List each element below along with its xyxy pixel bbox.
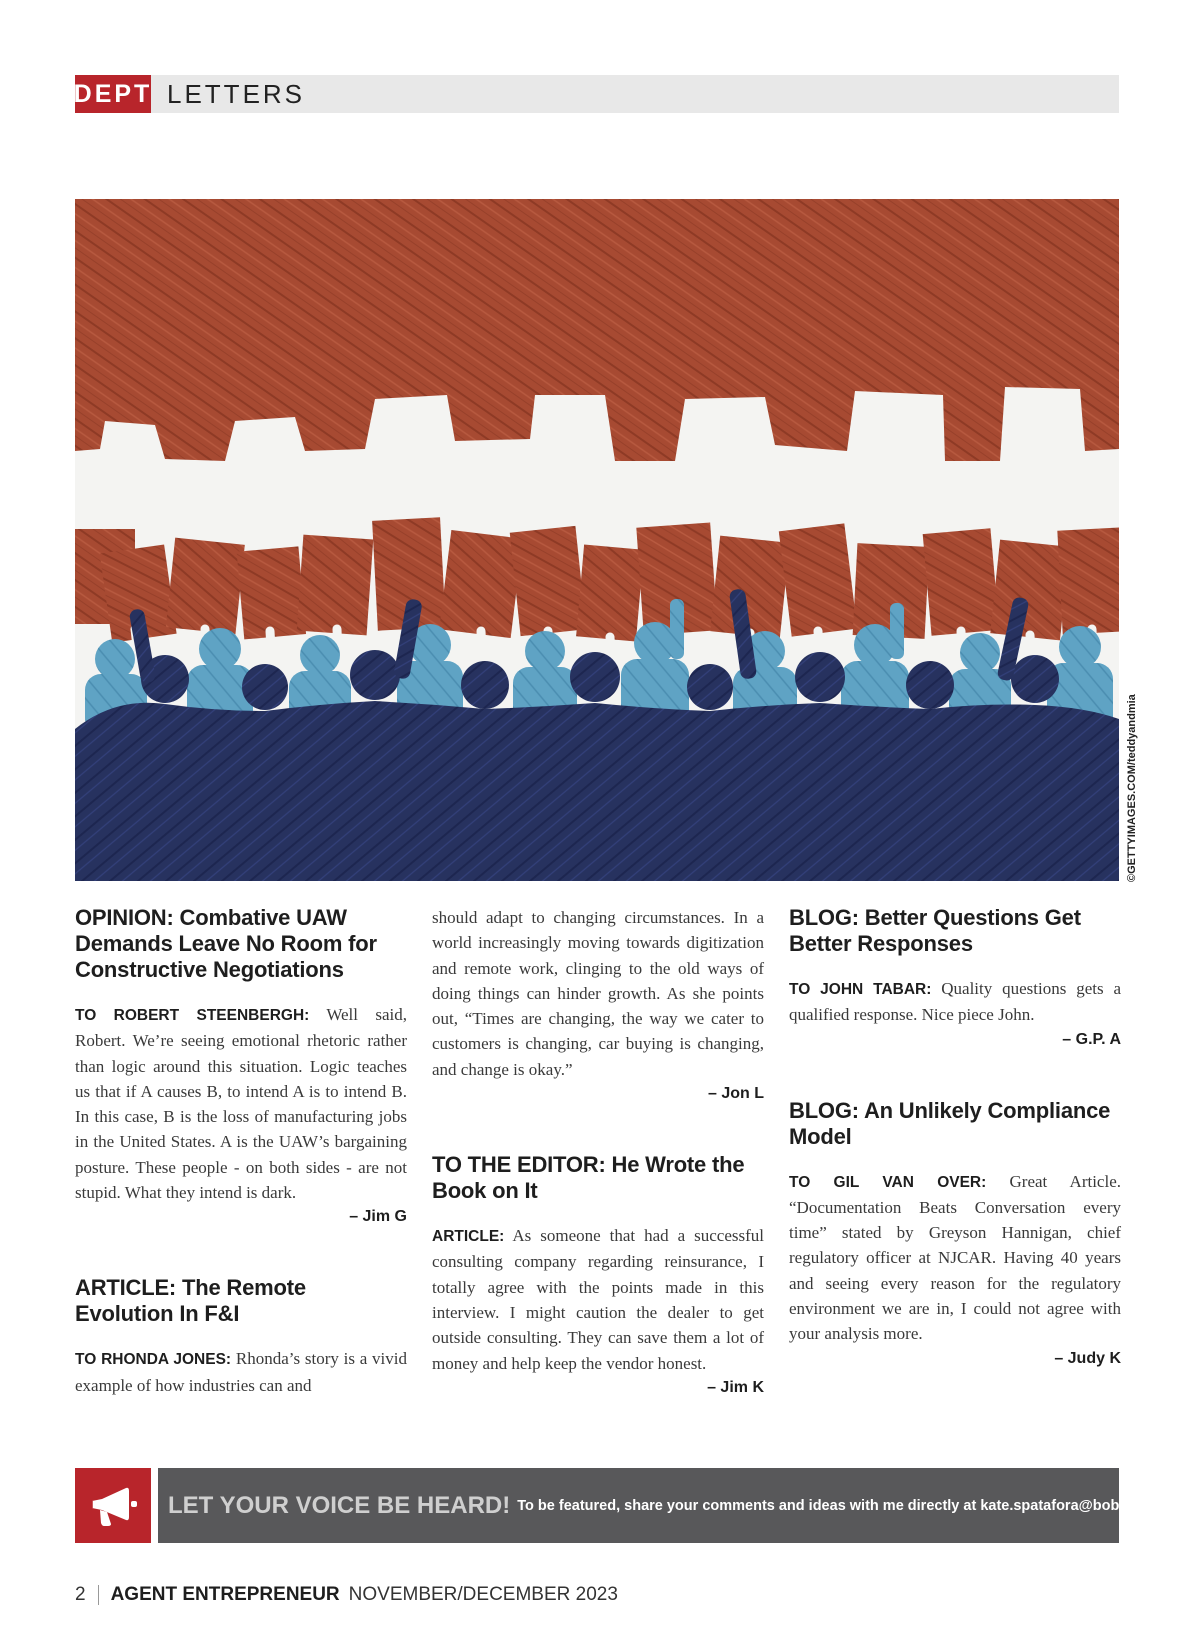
- letter-title: BLOG: An Unlikely Compliance Model: [789, 1097, 1111, 1149]
- photo-credit: ©GETTYIMAGES.COM/teddyandmia: [1126, 694, 1138, 882]
- magazine-name: AGENT ENTREPRENEUR: [110, 1584, 340, 1605]
- letter-title: OPINION: Combative UAW Demands Leave No Room for Constructive Negotiations: [75, 905, 377, 982]
- megaphone-icon: [75, 1468, 151, 1543]
- letter-text: Well said, Robert. We’re seeing emotional rhetoric rather than logic around this situation. Logic teaches us that if A causes B, to intend A is to intend B. In this case, B is the loss of manufacturing jobs in the United States. A is the UAW’s bargaining posture. These people - on both sides - are not stupid. What they intend is dark.: [75, 1005, 407, 1203]
- letter-title: BLOG: Better Questions Get Better Responses: [789, 905, 1081, 956]
- page-footer: [75, 1580, 618, 1610]
- letter-body: [75, 1002, 407, 1205]
- cta-headline: LET YOUR VOICE BE HEARD!: [168, 1491, 511, 1519]
- dept-tag: DEPT: [75, 75, 151, 113]
- hero-illustration: [75, 199, 1119, 881]
- letter-recipient: TO RHONDA JONES:: [75, 1351, 232, 1369]
- letters-column-3: [789, 905, 1121, 1371]
- letter-text: Great Article. “Documentation Beats Conversation every time” stated by Greyson Hannigan, chief regulatory officer at NJCAR. Having 40 years and seeing every reason for the regulatory environment we are in, I could not agree with your analysis more.: [789, 1171, 1121, 1344]
- footer-divider: [98, 1585, 99, 1605]
- letter-signature: – Judy K: [1054, 1349, 1121, 1367]
- letter-recipient: TO ROBERT STEENBERGH:: [75, 1007, 310, 1024]
- letter-recipient: TO GIL VAN OVER:: [789, 1173, 987, 1191]
- letter-text: Quality questions gets a qualified response. Nice piece John.: [789, 979, 1121, 1025]
- letters-column-2: [432, 905, 764, 1400]
- letter-title: TO THE EDITOR: He Wrote the Book on It: [432, 1152, 745, 1204]
- letter-signature: – Jon L: [707, 1085, 764, 1103]
- cta-banner: [75, 1468, 1163, 1543]
- letter-body: [75, 1346, 407, 1398]
- letter-body: [432, 1223, 764, 1376]
- page-number: 2: [75, 1584, 86, 1605]
- section-header: [75, 75, 1119, 113]
- letter-recipient: ARTICLE:: [432, 1228, 505, 1246]
- letter-signature: – Jim G: [349, 1208, 407, 1226]
- letter-text-continued: should adapt to changing circumstances. In a world increasingly moving towards digitization and remote work, clinging to the old ways of doing things can hinder growth. As she points out, “Times are changing, the way we cater to customers is changing, car buying is changing, and change is okay.”: [432, 908, 764, 1079]
- letter-recipient: TO JOHN TABAR:: [789, 981, 932, 998]
- cta-message: [158, 1468, 1163, 1543]
- cta-text: To be featured, share your comments and ideas with me directly at kate.spatafora@bobit.com: [517, 1497, 1163, 1514]
- letter-body: [789, 1169, 1121, 1347]
- letters-column-1: [75, 905, 407, 1398]
- letter-title: ARTICLE: The Remote Evolution In F&I: [75, 1275, 306, 1327]
- letter-signature: – G.P. A: [1062, 1030, 1121, 1048]
- letter-text: Rhonda’s story is a vivid example of how industries can and: [75, 1349, 408, 1395]
- letter-text: As someone that had a successful consulting company regarding reinsurance, I totally agree with the points made in this interview. I might caution the dealer to get outside consulting. They can save them a lot of money and help keep the vendor honest.: [432, 1226, 764, 1373]
- issue-date: NOVEMBER/DECEMBER 2023: [348, 1584, 618, 1605]
- letter-body: [789, 976, 1121, 1028]
- section-title: LETTERS: [167, 78, 306, 109]
- letter-signature: – Jim K: [707, 1378, 764, 1396]
